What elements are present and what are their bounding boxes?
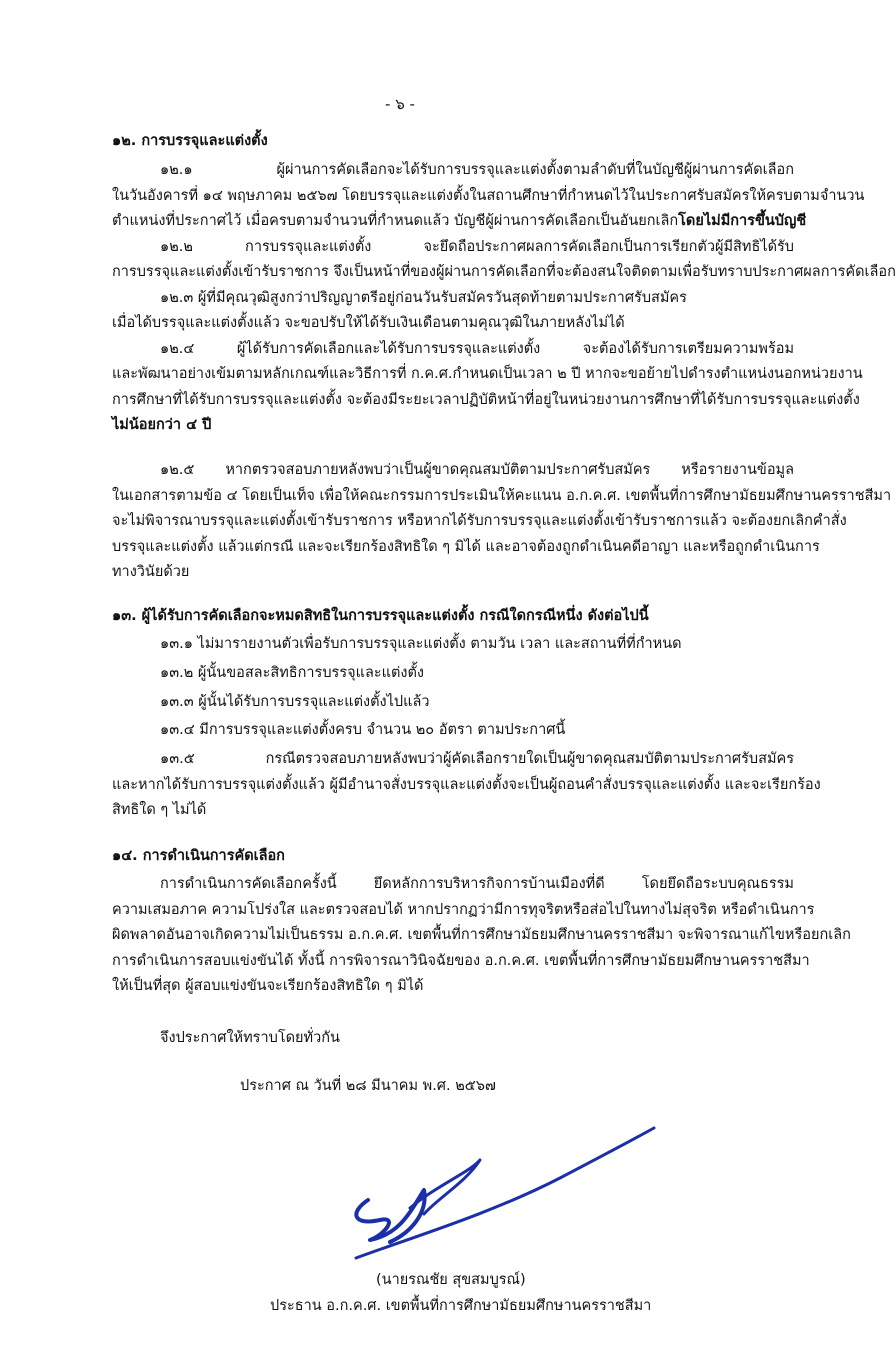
para-12-4-bold-line: ไม่น้อยกว่า ๔ ปี (112, 417, 212, 433)
para-14-line: ให้เป็นที่สุด ผู้สอบแข่งขันจะเรียกร้องสิทธิใด ๆ มิได้ (112, 978, 424, 994)
para-12-1-last-line (112, 211, 807, 231)
signatory-title: ประธาน อ.ก.ค.ศ. เขตพื้นที่การศึกษามัธยมศึกษานครราชสีมา (270, 1298, 652, 1314)
para-13-5-line: ๑๓.๕ กรณีตรวจสอบภายหลังพบว่าผู้คัดเลือกรายใดเป็นผู้ขาดคุณสมบัติตามประกาศรับสมัคร (160, 751, 794, 767)
section-13-heading: ๑๓. ผู้ได้รับการคัดเลือกจะหมดสิทธิในการบรรจุและแต่งตั้ง กรณีใดกรณีหนึ่ง ดังต่อไปนี้ (112, 608, 649, 624)
para-13-5-line: และหากได้รับการบรรจุแต่งตั้งแล้ว ผู้มีอำนาจสั่งบรรจุและแต่งตั้งจะเป็นผู้ถอนคำสั่งบรรจุและแต่งตั้ง และจะเรียกร้อง (112, 777, 821, 793)
section-14-heading: ๑๔. การดำเนินการคัดเลือก (112, 848, 285, 864)
signatory-name: (นายรณชัย สุขสมบูรณ์) (376, 1272, 526, 1288)
list-item-13-4: ๑๓.๔ มีการบรรจุและแต่งตั้งครบ จำนวน ๒๐ อัตรา ตามประกาศนี้ (160, 722, 566, 738)
para-14-line: การดำเนินการสอบแข่งขันได้ ทั้งนี้ การพิจารณาวินิจฉัยของ อ.ก.ค.ศ. เขตพื้นที่การศึกษามัธยมศึกษานครราชสีมา (112, 953, 810, 969)
para-13-5-line: สิทธิใด ๆ ไม่ได้ (112, 802, 207, 818)
para-12-1-line: ในวันอังคารที่ ๑๔ พฤษภาคม ๒๕๖๗ โดยบรรจุและแต่งตั้งในสถานศึกษาที่กำหนดไว้ในประกาศรับสมัครให้ครบตามจำนวน (112, 188, 865, 204)
para-12-2-line: การบรรจุและแต่งตั้งเข้ารับราชการ จึงเป็นหน้าที่ของผู้ผ่านการคัดเลือกที่จะต้องสนใจติดตามเพื่อรับทราบประกาศผลการคัดเลือก (112, 264, 896, 280)
para-14-line: ความเสมอภาค ความโปร่งใส และตรวจสอบได้ หากปรากฏว่ามีการทุจริตหรือส่อไปในทางไม่สุจริต หรือดำเนินการ (112, 902, 815, 918)
para-12-1-bold-text: โดยไม่มีการขึ้นบัญชี (678, 213, 807, 229)
para-12-4-line: ๑๒.๔ ผู้ได้รับการคัดเลือกและได้รับการบรรจุและแต่งตั้ง จะต้องได้รับการเตรียมความพร้อม (160, 341, 794, 357)
para-12-1-line: ๑๒.๑ ผู้ผ่านการคัดเลือกจะได้รับการบรรจุและแต่งตั้งตามลำดับที่ในบัญชีผู้ผ่านการคัดเลือก (160, 162, 794, 178)
para-14-line: การดำเนินการคัดเลือกครั้งนี้ ยึดหลักการบริหารกิจการบ้านเมืองที่ดี โดยยึดถือระบบคุณธรรม (160, 876, 794, 892)
para-14-line: ผิดพลาดอันอาจเกิดความไม่เป็นธรรม อ.ก.ค.ศ. เขตพื้นที่การศึกษามัธยมศึกษานครราชสีมา จะพิจารณาแก้ไขหรือยกเลิก (112, 927, 851, 943)
para-12-5-line: ทางวินัยด้วย (112, 564, 190, 580)
signature-image (340, 1116, 660, 1286)
para-12-3-line: เมื่อได้บรรจุและแต่งตั้งแล้ว จะขอปรับให้ได้รับเงินเดือนตามคุณวุฒิในภายหลังไม่ได้ (112, 315, 625, 331)
para-12-4-line: การศึกษาที่ได้รับการบรรจุและแต่งตั้ง จะต้องมีระยะเวลาปฏิบัติหน้าที่อยู่ในหน่วยงานการศึกษาที่ได้รับการบรรจุและแต่งตั้ง (112, 392, 860, 408)
date-line: ประกาศ ณ วันที่ ๒๘ มีนาคม พ.ศ. ๒๕๖๗ (240, 1078, 496, 1094)
para-12-5-line: จะไม่พิจารณาบรรจุและแต่งตั้งเข้ารับราชการ หรือหากได้รับการบรรจุและแต่งตั้งเข้ารับราชการแล้ว จะต้องยกเลิกคำสั่ง (112, 513, 847, 529)
announcement-line: จึงประกาศให้ทราบโดยทั่วกัน (160, 1030, 340, 1046)
para-12-3-line: ๑๒.๓ ผู้ที่มีคุณวุฒิสูงกว่าปริญญาตรีอยู่ก่อนวันรับสมัครวันสุดท้ายตามประกาศรับสมัคร (160, 290, 687, 306)
para-12-4-line: และพัฒนาอย่างเข้มตามหลักเกณฑ์และวิธีการที่ ก.ค.ศ.กำหนดเป็นเวลา ๒ ปี หากจะขอย้ายไปดำรงตำแหน่งนอกหน่วยงาน (112, 366, 863, 382)
signature-strokes (356, 1128, 654, 1258)
section-12-heading: ๑๒. การบรรจุและแต่งตั้ง (112, 133, 268, 149)
para-12-5-line: ๑๒.๕ หากตรวจสอบภายหลังพบว่าเป็นผู้ขาดคุณสมบัติตามประกาศรับสมัคร หรือรายงานข้อมูล (160, 462, 794, 478)
list-item-13-1: ๑๓.๑ ไม่มารายงานตัวเพื่อรับการบรรจุและแต่งตั้ง ตามวัน เวลา และสถานที่ที่กำหนด (160, 636, 682, 652)
para-12-1-text: ตำแหน่งที่ประกาศไว้ เมื่อครบตามจำนวนที่กำหนดแล้ว บัญชีผู้ผ่านการคัดเลือกเป็นอันยกเลิก (112, 213, 679, 229)
list-item-13-2: ๑๓.๒ ผู้นั้นขอสละสิทธิการบรรจุและแต่งตั้ง (160, 665, 424, 681)
para-12-5-line: ในเอกสารตามข้อ ๔ โดยเป็นเท็จ เพื่อให้คณะกรรมการประเมินให้คะแนน อ.ก.ค.ศ. เขตพื้นที่การศึกษามัธยมศึกษานครราชสีมา (112, 488, 892, 504)
para-12-5-line: บรรจุและแต่งตั้ง แล้วแต่กรณี และจะเรียกร้องสิทธิใด ๆ มิได้ และอาจต้องถูกดำเนินคดีอาญา และหรือถูกดำเนินการ (112, 539, 820, 555)
page-number: - ๖ - (385, 95, 415, 113)
list-item-13-3: ๑๓.๓ ผู้นั้นได้รับการบรรจุและแต่งตั้งไปแล้ว (160, 694, 430, 710)
para-12-2-line: ๑๒.๒ การบรรจุและแต่งตั้ง จะยึดถือประกาศผลการคัดเลือกเป็นการเรียกตัวผู้มีสิทธิได้รับ (160, 239, 794, 255)
